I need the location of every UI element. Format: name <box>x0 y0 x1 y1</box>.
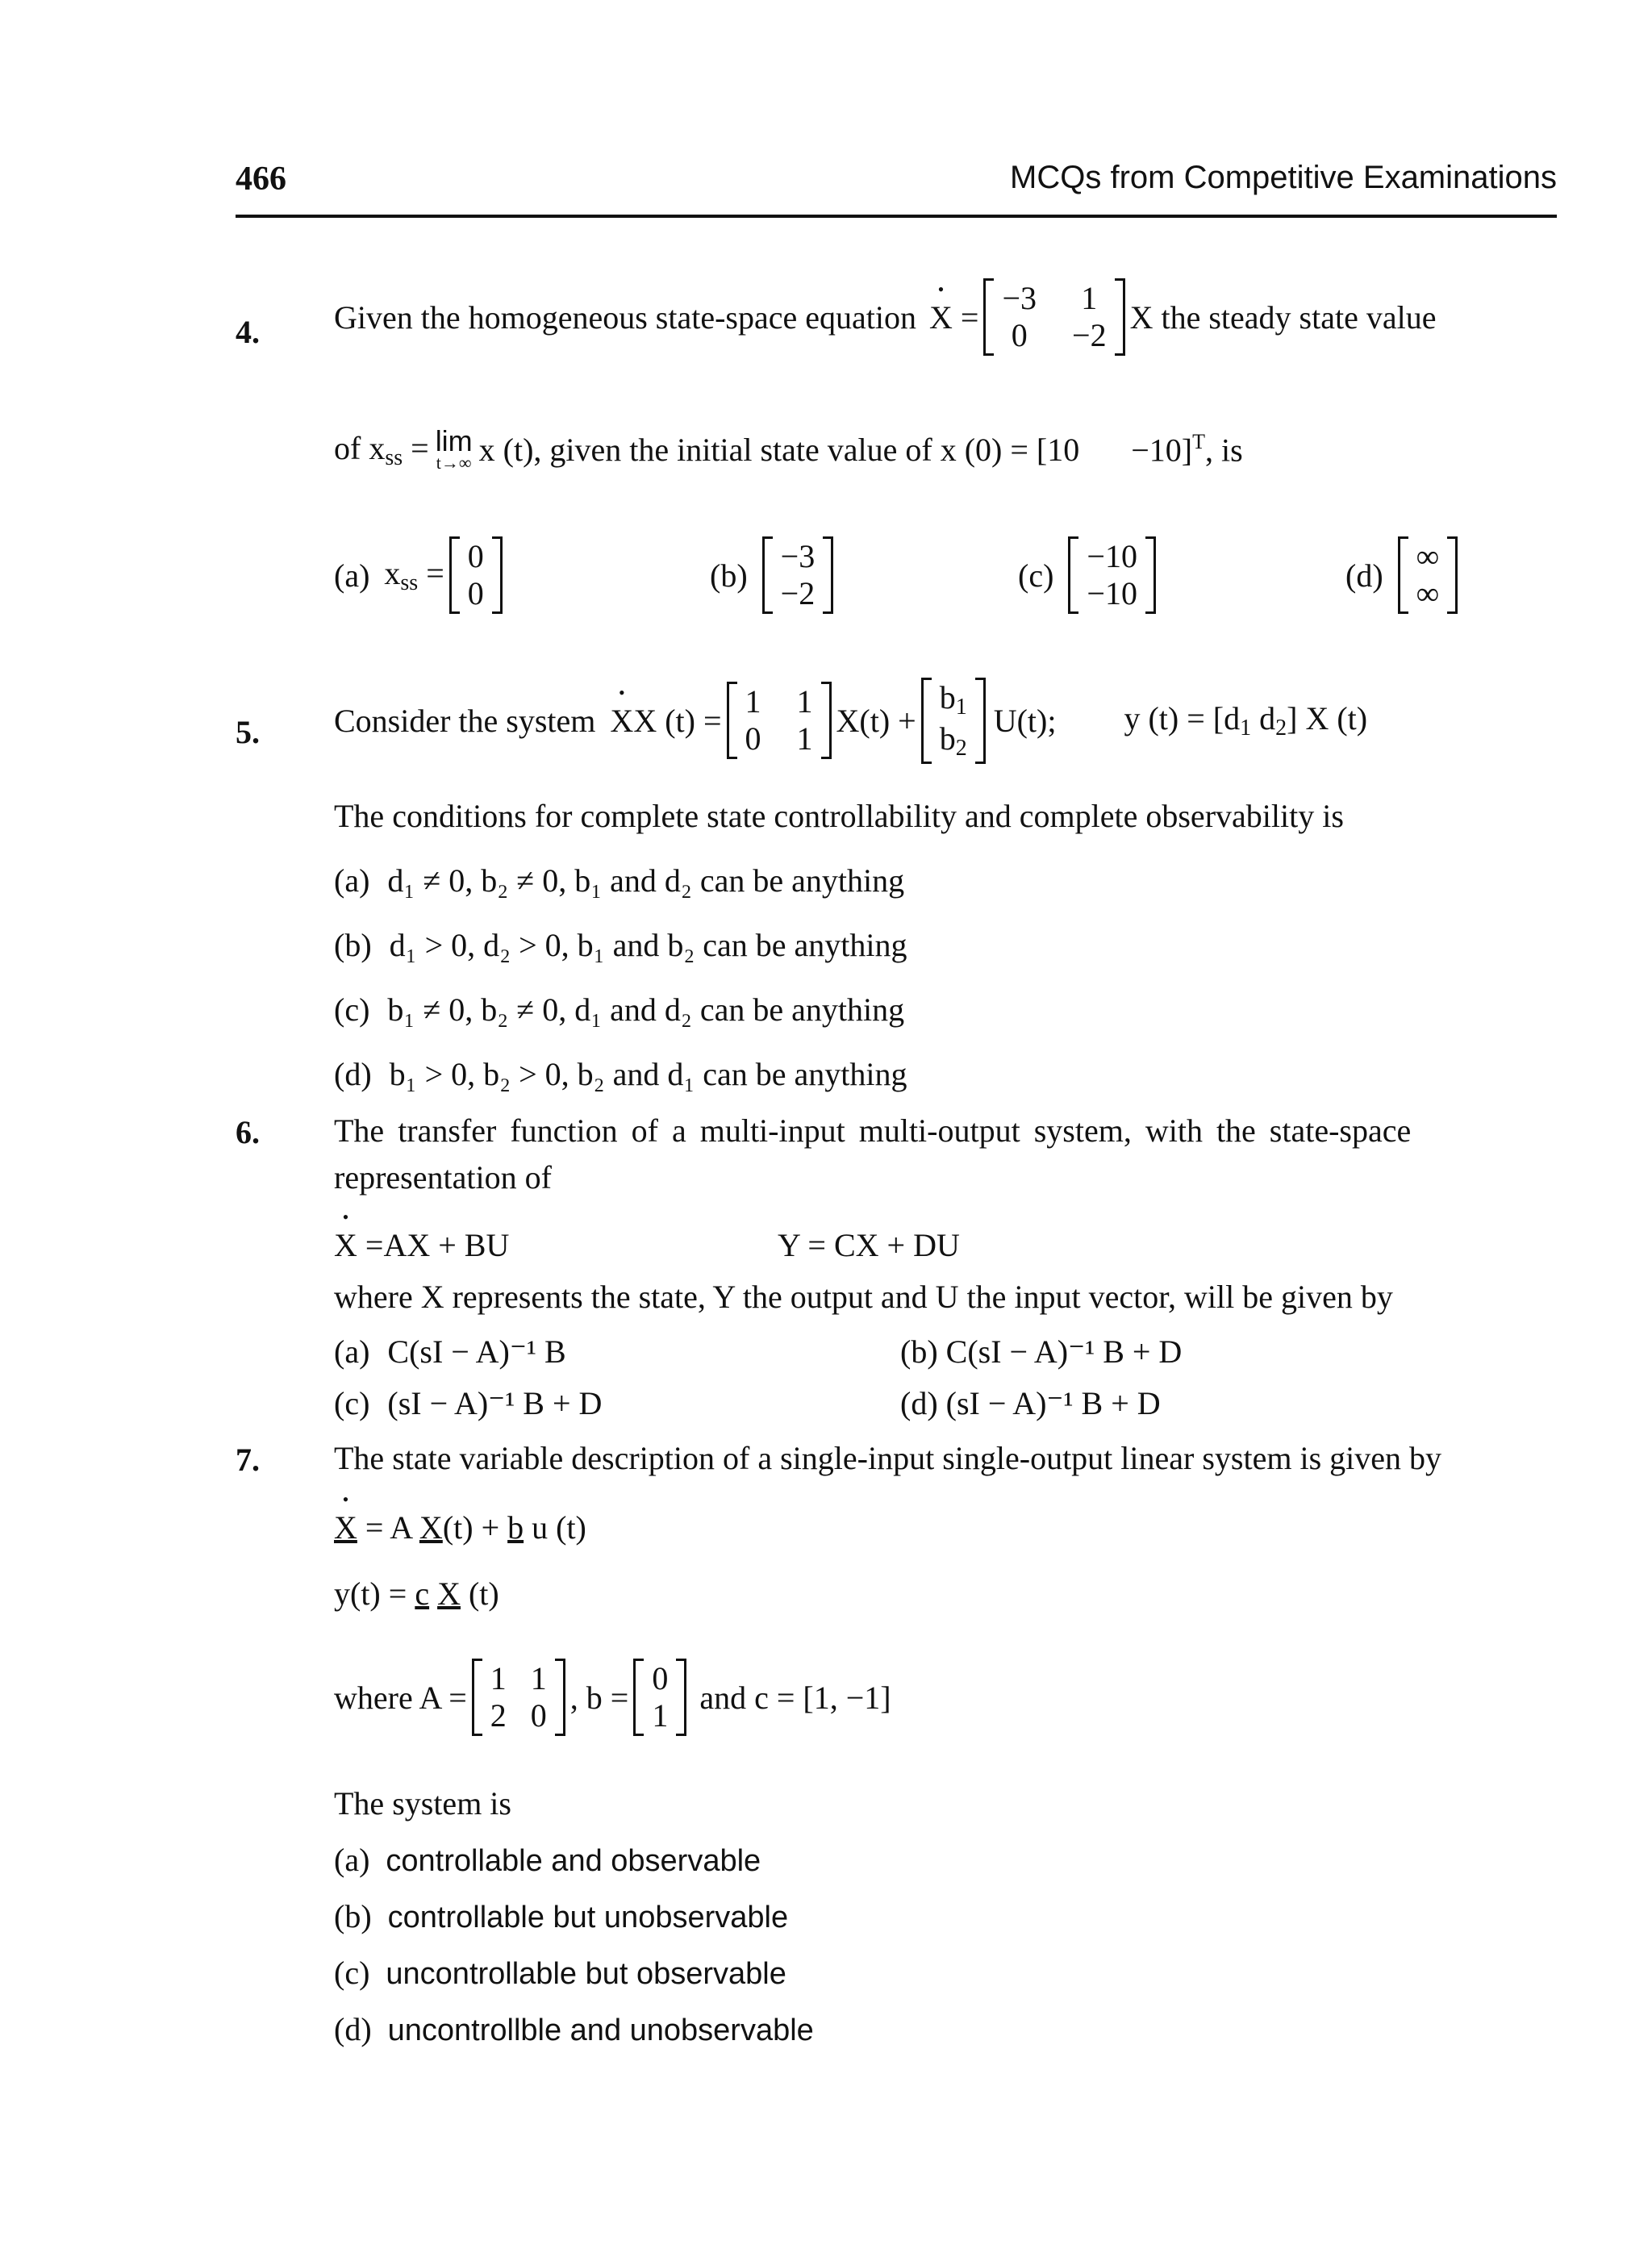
q6-option-a[interactable] <box>334 1333 566 1371</box>
q5-input-term: U(t); <box>993 702 1057 739</box>
q7-c-text: and c = [1, −1] <box>699 1679 891 1716</box>
option-text: d₁ ≠ 0, b₂ ≠ 0, b₁ and d₂ can be anything <box>387 862 905 899</box>
q7-b-vector <box>633 1659 686 1736</box>
q5-m21: 0 <box>745 720 761 757</box>
q4-limit <box>435 424 473 474</box>
vec-sub: 2 <box>955 736 967 762</box>
vec-el: −10 <box>1087 538 1137 574</box>
option-text: C(sI − A)⁻¹ B + D <box>945 1333 1183 1370</box>
q6-eq2: Y = CX + DU <box>778 1227 960 1263</box>
q4-option-b-vector <box>762 536 834 614</box>
q4-transpose: T <box>1192 430 1206 454</box>
q4-m21: 0 <box>1011 317 1028 353</box>
q4-m12: 1 <box>1081 280 1098 316</box>
option-text: uncontrollble and unobservable <box>387 2014 814 2047</box>
q7-eq2-x: X <box>437 1575 461 1612</box>
q5-b-vector <box>921 678 986 764</box>
q5-option-b[interactable] <box>334 926 907 964</box>
q4-option-a-eq: = <box>418 555 444 591</box>
q4-lim-sub: t→∞ <box>436 453 472 474</box>
q7-statement: The system is <box>334 1785 511 1822</box>
q5-output-end: ] X (t) <box>1287 700 1368 737</box>
q4-option-a-x: x <box>384 555 401 591</box>
q5-mid: X(t) + <box>836 702 916 739</box>
q4-option-c[interactable] <box>1018 536 1161 614</box>
q4-option-a-vector <box>449 536 503 614</box>
q7-option-c[interactable] <box>334 1954 786 1992</box>
q6-xdot: X • <box>334 1226 357 1264</box>
q7-number: 7. <box>236 1442 260 1478</box>
q4-matrix <box>983 278 1124 356</box>
q4-text-after: X the steady state value <box>1129 298 1437 336</box>
q4-option-c-vector <box>1068 536 1156 614</box>
q4-option-a[interactable] <box>334 536 507 614</box>
q5-option-a[interactable] <box>334 862 904 899</box>
q5-statement: The conditions for complete state controllability and complete observability is <box>334 798 1344 834</box>
q7-eq1-b: b <box>507 1509 524 1546</box>
option-text: (sI − A)⁻¹ B + D <box>945 1385 1161 1421</box>
q7-option-d[interactable] <box>334 2010 814 2048</box>
q4-xss-eq: = <box>403 429 429 466</box>
vec-el: 1 <box>652 1697 669 1734</box>
option-text: uncontrollable but observable <box>386 1957 786 1991</box>
q7-a21: 2 <box>490 1697 507 1734</box>
q5-output-sub1: 1 <box>1240 716 1252 741</box>
q7-option-a[interactable] <box>334 1841 761 1879</box>
option-text: b₁ > 0, b₂ > 0, b₂ and d₁ can be anything <box>389 1056 907 1092</box>
q7-option-b[interactable] <box>334 1897 788 1935</box>
option-label: (a) <box>334 862 370 899</box>
option-label: (a) <box>334 1333 370 1370</box>
vec-el: ∞ <box>1416 575 1440 611</box>
q4-option-a-sub: ss <box>400 570 419 595</box>
q4-xdot: X • <box>929 298 953 336</box>
q6-line1: The transfer function of a multi-input multi-output system, with the state-space <box>334 1112 1412 1149</box>
q7-output-eq <box>334 1575 499 1613</box>
vec-el: −2 <box>780 575 816 611</box>
q5-m11: 1 <box>745 683 761 720</box>
q6-number: 6. <box>236 1114 260 1150</box>
vec-el: b <box>939 720 956 757</box>
q7-eq2-c: c <box>415 1575 430 1612</box>
q4-line2 <box>334 424 1243 474</box>
option-text: controllable and observable <box>386 1844 761 1878</box>
q7-a12: 1 <box>530 1660 547 1696</box>
q7-eq1-a: = A <box>357 1509 419 1546</box>
q6-option-c[interactable] <box>334 1384 602 1422</box>
option-text: controllable but unobservable <box>387 1901 789 1934</box>
vec-el: b <box>939 679 956 716</box>
option-label: (d) <box>900 1385 938 1421</box>
q4-option-b-label: (b) <box>710 557 748 594</box>
vec-el: −3 <box>780 538 816 574</box>
option-label: (c) <box>334 1955 370 1991</box>
q4-line2-tail: , is <box>1205 432 1243 469</box>
q7-eq1-end: u (t) <box>524 1509 586 1546</box>
q7-a22: 0 <box>530 1697 547 1734</box>
q7-matrices <box>334 1659 891 1736</box>
option-text: (sI − A)⁻¹ B + D <box>387 1385 603 1421</box>
q7-A-matrix <box>472 1659 565 1736</box>
q4-option-d[interactable] <box>1345 536 1462 614</box>
q6-option-b[interactable] <box>900 1333 1182 1371</box>
q4-m11: −3 <box>1002 280 1037 316</box>
q7-where: where A = <box>334 1679 467 1716</box>
q4-line2-end: −10] <box>1131 432 1193 469</box>
option-label: (b) <box>900 1333 938 1370</box>
q5-output-eq: y (t) = [d <box>1124 700 1241 737</box>
vec-el: 0 <box>467 575 484 611</box>
q6-line2: representation of <box>334 1159 552 1196</box>
q5-text-before: Consider the system <box>334 702 596 739</box>
q5-m12: 1 <box>796 683 813 720</box>
vec-el: −10 <box>1087 575 1137 611</box>
q5-matrix <box>727 682 832 759</box>
q4-text-before: Given the homogeneous state-space equation <box>334 298 916 336</box>
q4-option-d-label: (d) <box>1345 557 1383 594</box>
q7-eq1-x: X <box>419 1509 443 1546</box>
option-text: b₁ ≠ 0, b₂ ≠ 0, d₁ and d₂ can be anything <box>387 991 905 1028</box>
option-label: (b) <box>334 1898 372 1934</box>
q4-number: 4. <box>236 314 260 350</box>
q7-eq2-pre: y(t) = <box>334 1575 415 1612</box>
q5-output-mid: d <box>1251 700 1276 737</box>
q7-eq1-t: (t) + <box>442 1509 508 1546</box>
q7-state-eq <box>334 1509 586 1546</box>
q5-lhs: X (t) = <box>633 702 722 739</box>
option-label: (c) <box>334 1385 370 1421</box>
q5-output-sub2: 2 <box>1275 716 1287 741</box>
option-label: (b) <box>334 927 372 963</box>
q4-line2-rest: x (t), given the initial state value of x (0) = [10 <box>478 432 1080 469</box>
vec-sub: 1 <box>955 695 967 720</box>
q4-xss-sub: ss <box>385 444 403 470</box>
q5-option-c[interactable] <box>334 991 904 1029</box>
q4-option-b[interactable] <box>710 536 838 614</box>
q7-a11: 1 <box>490 1660 507 1696</box>
q5-number: 5. <box>236 714 260 750</box>
q4-m22: −2 <box>1072 317 1107 353</box>
q5-m22: 1 <box>796 720 813 757</box>
q7-b-label: , b = <box>569 1679 629 1716</box>
q6-option-d[interactable] <box>900 1384 1161 1422</box>
vec-el: 0 <box>652 1660 669 1696</box>
q7-xdot: X • <box>334 1509 357 1546</box>
vec-el: 0 <box>467 538 484 574</box>
running-title: MCQs from Competitive Examinations <box>1010 160 1557 195</box>
option-label: (a) <box>334 1842 370 1878</box>
q4-option-c-label: (c) <box>1018 557 1054 594</box>
q6-eq1-rest: =AX + BU <box>365 1227 510 1263</box>
option-label: (c) <box>334 991 370 1028</box>
option-text: d₁ > 0, d₂ > 0, b₁ and b₂ can be anything <box>389 927 907 963</box>
q4-lim-text: lim <box>435 424 473 457</box>
q6-eq1 <box>334 1226 509 1264</box>
q7-eq2-end: (t) <box>460 1575 499 1612</box>
option-label: (d) <box>334 2011 372 2047</box>
q4-eq: = <box>952 298 979 336</box>
vec-el: ∞ <box>1416 538 1440 574</box>
q5-xdot: X • <box>610 702 633 740</box>
q6-line3: where X represents the state, Y the output and U the input vector, will be given by <box>334 1279 1393 1315</box>
q7-line1: The state variable description of a single-input single-output linear system is given by <box>334 1440 1442 1476</box>
q4-option-d-vector <box>1398 536 1458 614</box>
q4-option-a-label: (a) <box>334 557 370 594</box>
header-rule <box>236 215 1557 218</box>
q5-system-eq <box>334 678 1367 764</box>
option-text: C(sI − A)⁻¹ B <box>387 1333 566 1370</box>
q4-line1 <box>334 278 1436 356</box>
q4-xss-x: of x <box>334 429 386 466</box>
q5-option-d[interactable] <box>334 1055 907 1093</box>
page-number: 466 <box>236 161 286 198</box>
option-label: (d) <box>334 1056 372 1092</box>
